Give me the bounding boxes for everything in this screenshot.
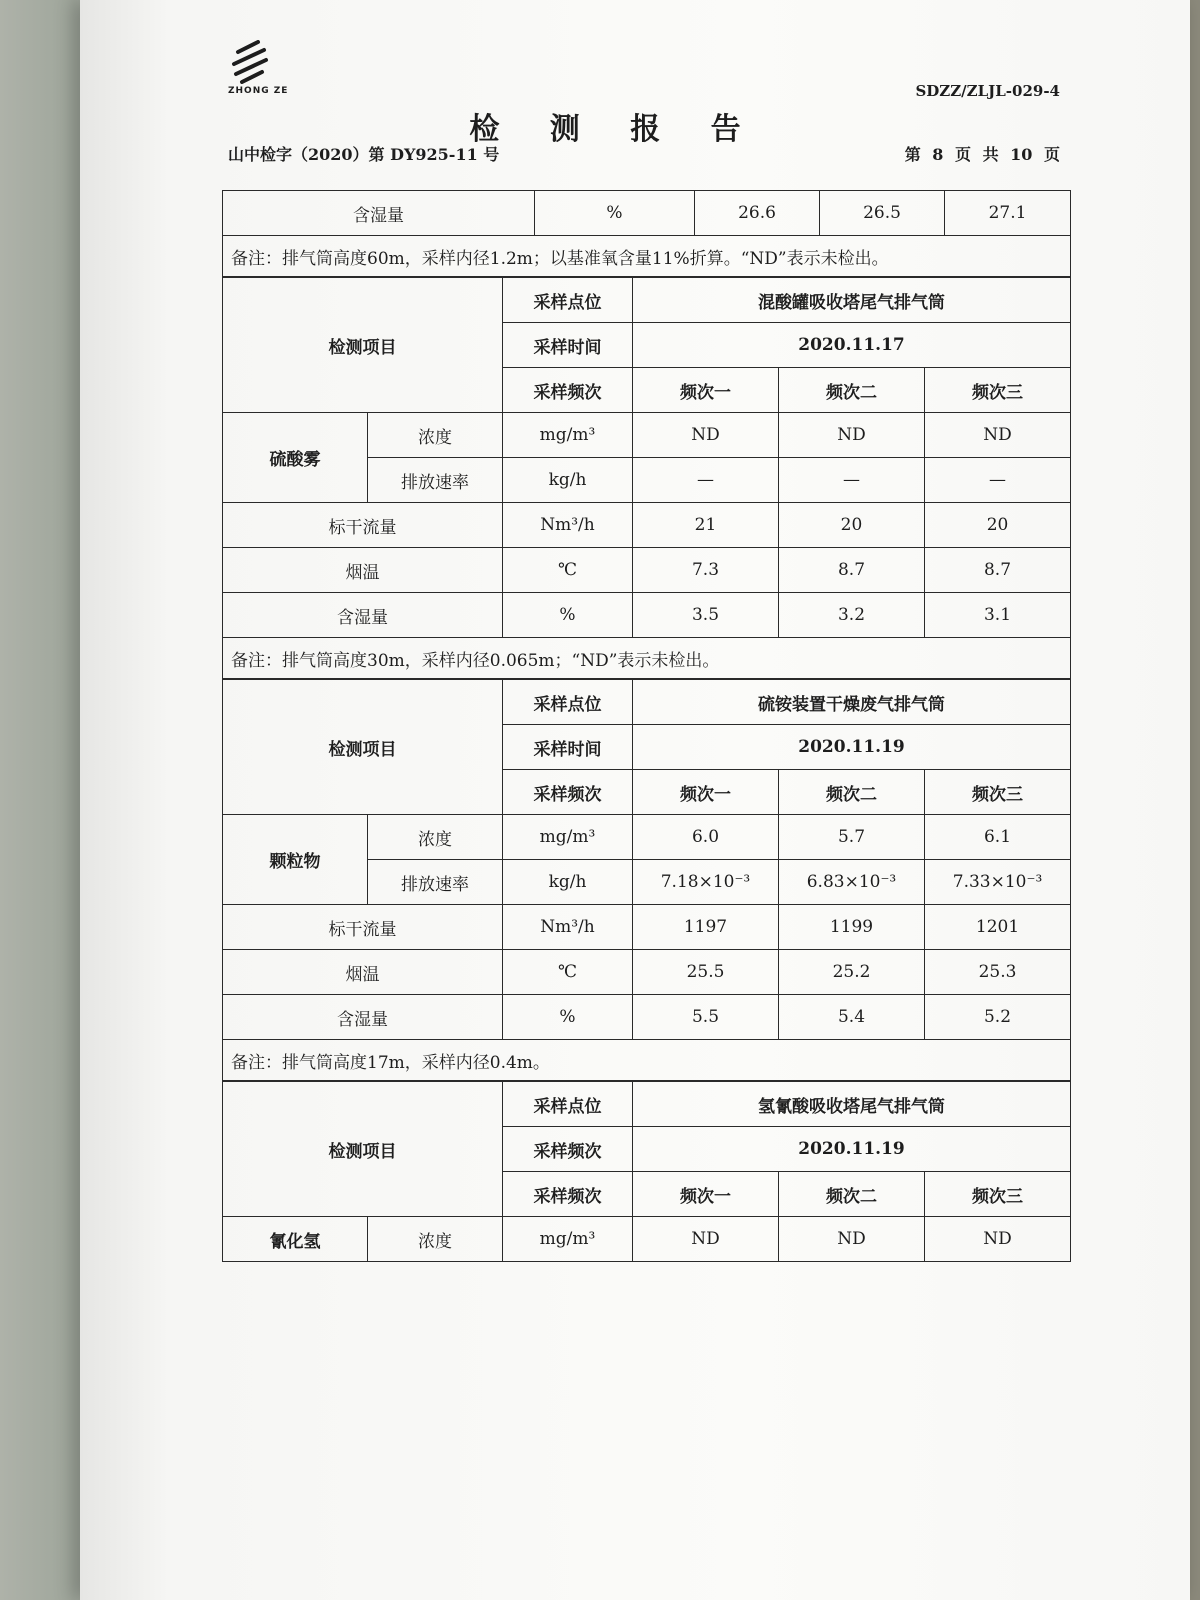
unit-cell: mg/m³ bbox=[503, 413, 633, 458]
unit-cell: % bbox=[535, 191, 695, 236]
item-label: 检测项目 bbox=[223, 1082, 503, 1217]
site-label: 采样点位 bbox=[503, 1082, 633, 1127]
site-label: 采样点位 bbox=[503, 278, 633, 323]
table-row bbox=[223, 278, 1071, 323]
table-row bbox=[223, 680, 1071, 725]
freq-header: 频次二 bbox=[779, 368, 925, 413]
row-label: 含湿量 bbox=[223, 191, 535, 236]
pollutant-name: 硫酸雾 bbox=[223, 413, 368, 503]
freq-header: 频次二 bbox=[779, 770, 925, 815]
table-row bbox=[223, 815, 1071, 860]
time-label: 采样频次 bbox=[503, 1127, 633, 1172]
value-cell: ND bbox=[925, 1217, 1071, 1262]
value-cell: 7.3 bbox=[633, 548, 779, 593]
sampling-date: 2020.11.19 bbox=[633, 1127, 1071, 1172]
results-tables bbox=[222, 190, 1070, 1262]
unit-cell: ℃ bbox=[503, 548, 633, 593]
value-cell: 5.5 bbox=[633, 995, 779, 1040]
freq-header: 频次一 bbox=[633, 1172, 779, 1217]
freq-header: 频次三 bbox=[925, 368, 1071, 413]
value-cell: 3.1 bbox=[925, 593, 1071, 638]
unit-cell: mg/m³ bbox=[503, 1217, 633, 1262]
table-row bbox=[223, 1082, 1071, 1127]
param-label: 浓度 bbox=[368, 1217, 503, 1262]
value-cell: 8.7 bbox=[779, 548, 925, 593]
table-row bbox=[223, 593, 1071, 638]
value-cell: 3.5 bbox=[633, 593, 779, 638]
company-logo bbox=[228, 40, 288, 96]
table-row bbox=[223, 638, 1071, 679]
item-label: 检测项目 bbox=[223, 278, 503, 413]
note-cell: 备注：排气筒高度60m，采样内径1.2m；以基准氧含量11%折算。“ND”表示未检出。 bbox=[223, 236, 1071, 277]
value-cell: 26.6 bbox=[695, 191, 820, 236]
value-cell: 7.18×10⁻³ bbox=[633, 860, 779, 905]
value-cell: — bbox=[925, 458, 1071, 503]
unit-cell: ℃ bbox=[503, 950, 633, 995]
table-row bbox=[223, 1217, 1071, 1262]
table-row bbox=[223, 950, 1071, 995]
sampling-site: 混酸罐吸收塔尾气排气筒 bbox=[633, 278, 1071, 323]
value-cell: 1199 bbox=[779, 905, 925, 950]
document-code: SDZZ/ZLJL-029-4 bbox=[915, 82, 1060, 100]
sampling-site: 硫铵装置干燥废气排气筒 bbox=[633, 680, 1071, 725]
sampling-site: 氢氰酸吸收塔尾气排气筒 bbox=[633, 1082, 1071, 1127]
value-cell: — bbox=[779, 458, 925, 503]
value-cell: 20 bbox=[925, 503, 1071, 548]
sampling-date: 2020.11.17 bbox=[633, 323, 1071, 368]
freq-header: 频次一 bbox=[633, 770, 779, 815]
value-cell: 5.7 bbox=[779, 815, 925, 860]
table-row bbox=[223, 503, 1071, 548]
row-label: 含湿量 bbox=[223, 995, 503, 1040]
note-cell: 备注：排气筒高度17m，采样内径0.4m。 bbox=[223, 1040, 1071, 1081]
row-label: 标干流量 bbox=[223, 905, 503, 950]
pollutant-name: 氰化氢 bbox=[223, 1217, 368, 1262]
report-number: 山中检字（2020）第 DY925-11 号 bbox=[228, 145, 500, 164]
time-label: 采样时间 bbox=[503, 725, 633, 770]
unit-cell: mg/m³ bbox=[503, 815, 633, 860]
zhongze-logo-icon bbox=[228, 40, 272, 84]
row-label: 标干流量 bbox=[223, 503, 503, 548]
unit-cell: % bbox=[503, 995, 633, 1040]
table-particulate-matter bbox=[222, 679, 1071, 1081]
row-label: 含湿量 bbox=[223, 593, 503, 638]
row-label: 烟温 bbox=[223, 548, 503, 593]
value-cell: ND bbox=[779, 1217, 925, 1262]
value-cell: 3.2 bbox=[779, 593, 925, 638]
table-row bbox=[223, 995, 1071, 1040]
table-row bbox=[223, 1040, 1071, 1081]
logo-text: ZHONG ZE bbox=[228, 86, 289, 96]
value-cell: 6.83×10⁻³ bbox=[779, 860, 925, 905]
value-cell: 21 bbox=[633, 503, 779, 548]
value-cell: 25.3 bbox=[925, 950, 1071, 995]
value-cell: ND bbox=[633, 413, 779, 458]
freq-header: 频次二 bbox=[779, 1172, 925, 1217]
freq-header: 频次一 bbox=[633, 368, 779, 413]
table-row bbox=[223, 905, 1071, 950]
value-cell: 5.4 bbox=[779, 995, 925, 1040]
time-label: 采样时间 bbox=[503, 323, 633, 368]
freq-label: 采样频次 bbox=[503, 368, 633, 413]
table-row bbox=[223, 236, 1071, 277]
value-cell: 6.1 bbox=[925, 815, 1071, 860]
unit-cell: % bbox=[503, 593, 633, 638]
unit-cell: kg/h bbox=[503, 458, 633, 503]
value-cell: 1197 bbox=[633, 905, 779, 950]
table-row bbox=[223, 413, 1071, 458]
value-cell: 1201 bbox=[925, 905, 1071, 950]
value-cell: ND bbox=[779, 413, 925, 458]
value-cell: 7.33×10⁻³ bbox=[925, 860, 1071, 905]
table-hydrogen-cyanide bbox=[222, 1081, 1071, 1262]
value-cell: ND bbox=[633, 1217, 779, 1262]
unit-cell: kg/h bbox=[503, 860, 633, 905]
value-cell: 20 bbox=[779, 503, 925, 548]
param-label: 排放速率 bbox=[368, 458, 503, 503]
table-row bbox=[223, 548, 1071, 593]
value-cell: ND bbox=[925, 413, 1071, 458]
pollutant-name: 颗粒物 bbox=[223, 815, 368, 905]
note-cell: 备注：排气筒高度30m，采样内径0.065m；“ND”表示未检出。 bbox=[223, 638, 1071, 679]
site-label: 采样点位 bbox=[503, 680, 633, 725]
item-label: 检测项目 bbox=[223, 680, 503, 815]
freq-header: 频次三 bbox=[925, 770, 1071, 815]
page-title: 检 测 报 告 bbox=[469, 112, 761, 147]
sampling-date: 2020.11.19 bbox=[633, 725, 1071, 770]
unit-cell: Nm³/h bbox=[503, 503, 633, 548]
value-cell: 6.0 bbox=[633, 815, 779, 860]
unit-cell: Nm³/h bbox=[503, 905, 633, 950]
param-label: 排放速率 bbox=[368, 860, 503, 905]
value-cell: 5.2 bbox=[925, 995, 1071, 1040]
table-continuation bbox=[222, 190, 1071, 277]
value-cell: 25.2 bbox=[779, 950, 925, 995]
row-label: 烟温 bbox=[223, 950, 503, 995]
table-sulfuric-acid-mist bbox=[222, 277, 1071, 679]
freq-header: 频次三 bbox=[925, 1172, 1071, 1217]
param-label: 浓度 bbox=[368, 815, 503, 860]
value-cell: 26.5 bbox=[820, 191, 945, 236]
param-label: 浓度 bbox=[368, 413, 503, 458]
value-cell: 25.5 bbox=[633, 950, 779, 995]
table-row bbox=[223, 191, 1071, 236]
value-cell: 27.1 bbox=[945, 191, 1071, 236]
value-cell: — bbox=[633, 458, 779, 503]
value-cell: 8.7 bbox=[925, 548, 1071, 593]
freq-label: 采样频次 bbox=[503, 770, 633, 815]
page-number: 第 8 页 共 10 页 bbox=[904, 145, 1060, 164]
freq-label: 采样频次 bbox=[503, 1172, 633, 1217]
